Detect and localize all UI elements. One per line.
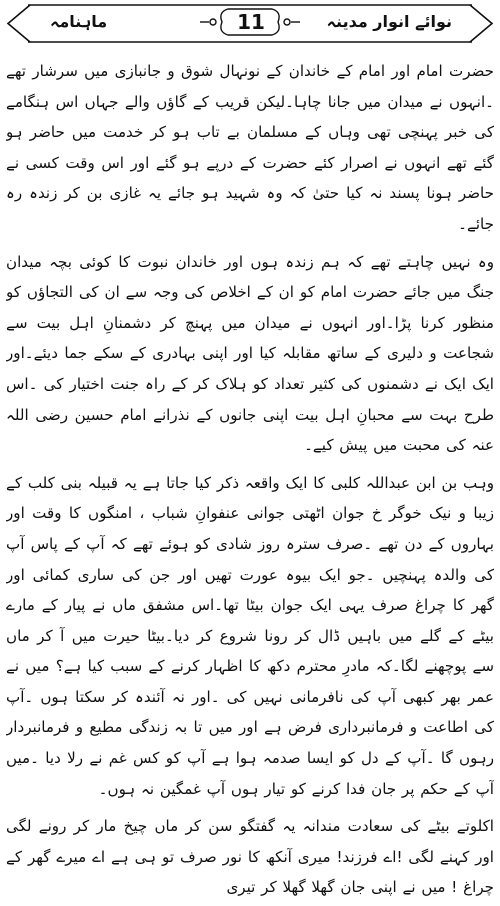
page-header [0, 0, 500, 46]
magazine-label: ماہنامہ [50, 12, 108, 31]
right-chevron-ornament [470, 5, 492, 42]
magazine-title: نوائے انوار مدینہ [326, 12, 452, 31]
page-number: 11 [237, 10, 265, 34]
paragraph: وہ نہیں چاہتے تھے کہ ہم زندہ ہوں اور خاندان نبوت کا کوئی بچہ میدان جنگ میں جائے حضرت امام کو ان کے اخلاص کی وجہ سے ان کی التجاؤں کو منظور کرنا پڑا۔اور انہوں نے میدان میں پہنچ کر دشمنانِ اہل بیت سے شجاعت و دلیری کے ساتھ مقابلہ کیا اور اپنی بہادری کے سکے جما دیئے۔اور ایک ایک نے دشمنوں کی کثیر تعداد کو ہلاک کر کے راہ جنت اختیار کی ۔اس طرح بہت سے محبانِ اہل بیت اپنی جانوں کے نذرانے امام حسین رضی اللہ عنہ کی محبت میں پیش کیے۔ [6, 252, 494, 455]
paragraph: حضرت امام اور امام کے خاندان کے نونہال شوق و جانبازی میں سرشار تھے ۔انہوں نے میدان میں جانا چاہا۔لیکن قریب کے گاؤں والے جہاں اس ہنگامے کی خبر پہنچی تھی وہاں کے مسلمان بے تاب ہو کر خدمت میں حاضر ہو گئے تھے انہوں نے اصرار کئے حضرت کے درپے ہو گئے اور اس وقت کسی نے حاضر ہونا پسند نہ کیا حتیٰ کہ وہ شہید ہو جائے یہ غازی بن کر زندہ رہ جائے۔ [6, 62, 494, 233]
left-chevron-ornament [8, 5, 30, 42]
article-body [6, 56, 494, 902]
paragraph: وہب بن ابن عبداللہ کلبی کا ایک واقعہ ذکر کیا جاتا ہے یہ قبیلہ بنی کلب کے زیبا و نیک خوگر خ جوان اٹھتی جوانی عنفوانِ شباب ، امنگوں کا وقت اور بہاروں کے دن تھے ۔صرف سترہ روز شادی کو ہوئے تھے کہ آپ کے پاس آپ کی والدہ پہنچیں ۔جو ایک بیوہ عورت تھیں اور جن کی ساری کمائی اور گھر کا چراغ صرف یہی ایک جوان بیٹا تھا۔اس مشفق ماں نے پیار کے مارے بیٹے کے گلے میں باہیں ڈال کر رونا شروع کر دیا۔بیٹا حیرت میں آ کر ماں سے پوچھنے لگا۔کہ مادرِ محترم دکھ کا اظہار کرنے کے سبب کیا ہے؟ میں نے عمر بھر کبھی آپ کی نافرمانی نہیں کی ۔اور نہ آئندہ کر سکتا ہوں ۔آپ کی اطاعت و فرمانبرداری فرض ہے اور میں تا بہ زندگی مطیع و فرمانبردار رہوں گا ۔آپ کے دل کو ایسا صدمہ ہوا ہے آپ کو کس غم نے رلا دیا ۔میں آپ کے حکم پر جان فدا کرنے کو تیار ہوں آپ غمگین نہ ہوں۔ [6, 473, 494, 798]
paragraph: اکلوتے بیٹے کی سعادت مندانہ یہ گفتگو سن کر ماں چیخ مار کر رونے لگی اور کہنے لگی !اے فرزند! میری آنکھ کا نور صرف تو ہی ہے اے میرے گھر کے چراغ ! میں نے اپنی جان گھلا گھلا کر تیری [6, 817, 494, 897]
